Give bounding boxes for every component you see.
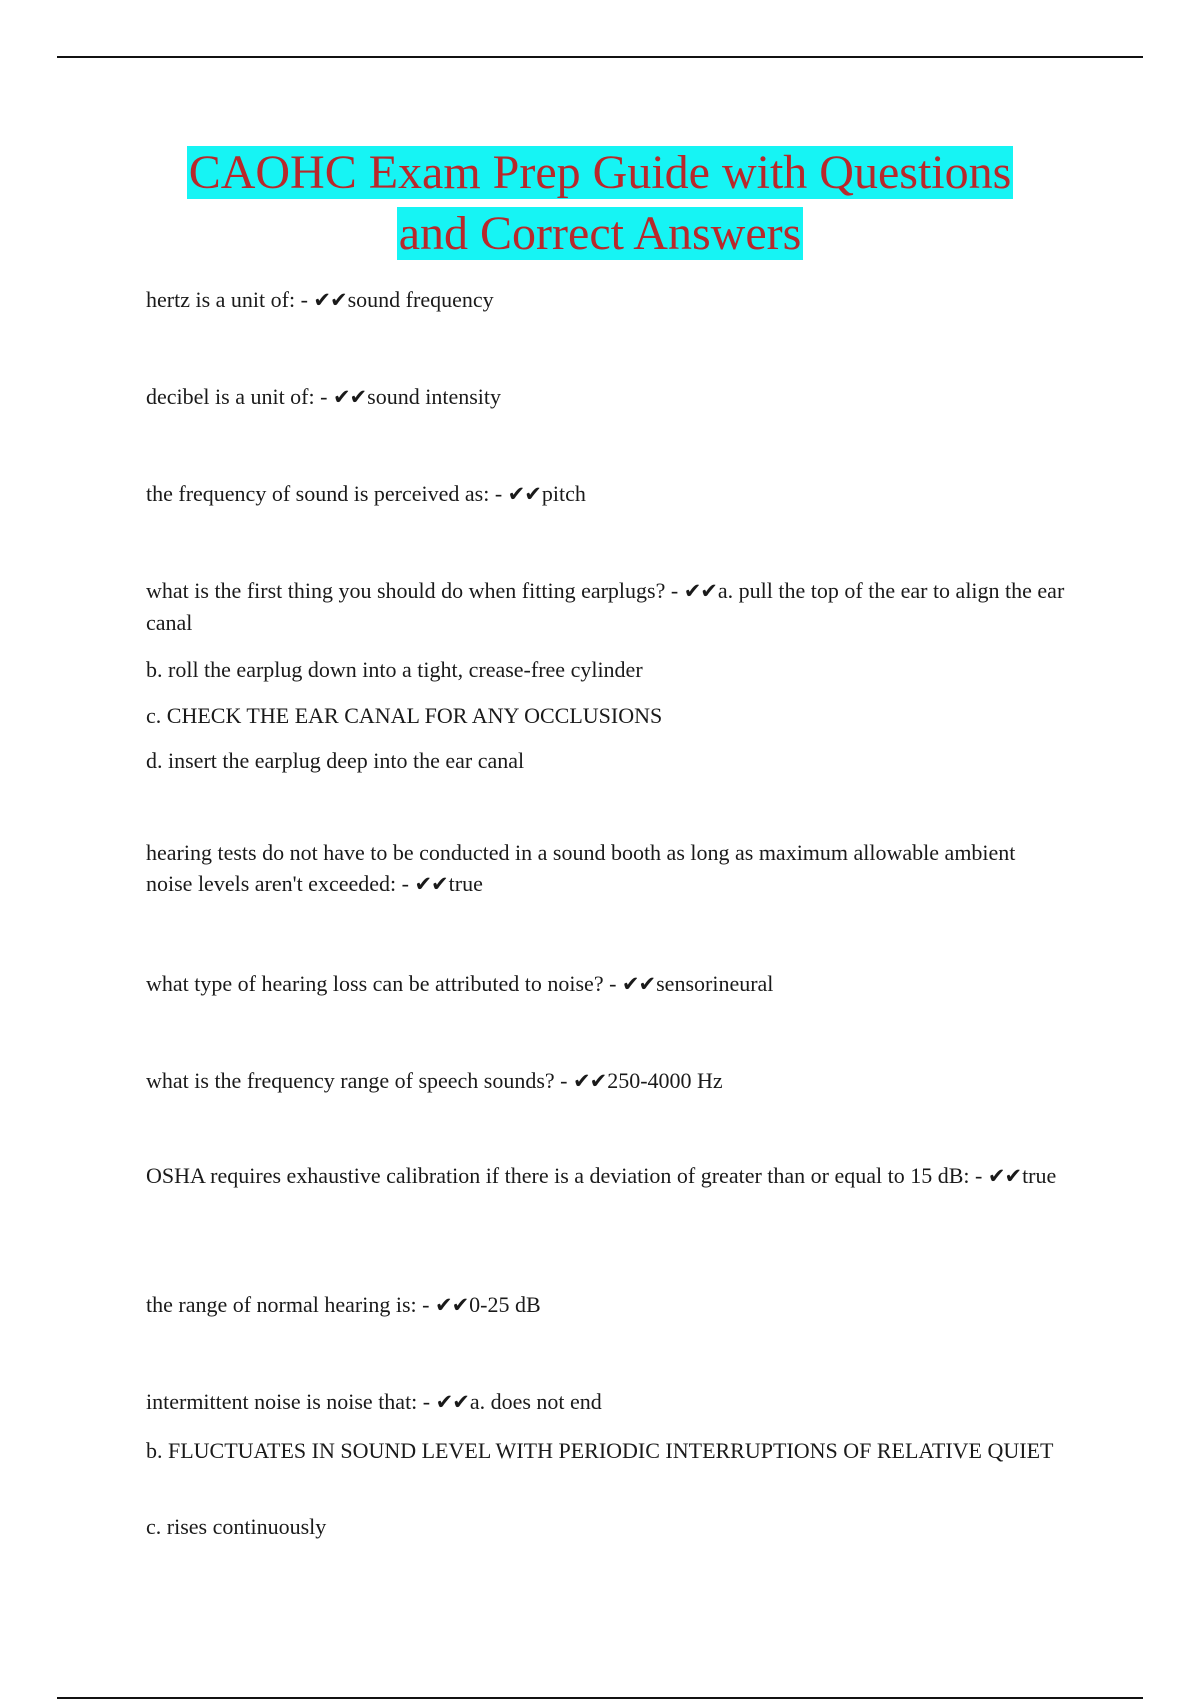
double-check-icon: ✔✔ — [987, 1164, 1022, 1188]
answer-text: true — [1022, 1163, 1057, 1188]
header-rule — [57, 56, 1143, 58]
answer-text: a. pull the top of the ear to align the ear canal — [146, 578, 1065, 635]
question-text: what type of hearing loss can be attributed to noise? - — [146, 971, 622, 996]
title-line-2: and Correct Answers — [398, 207, 802, 260]
question-text: the range of normal hearing is: - — [146, 1292, 435, 1317]
double-check-icon: ✔✔ — [683, 579, 717, 603]
question-text: what is the first thing you should do when fitting earplugs? - — [146, 578, 684, 603]
question-text: hertz is a unit of: - — [146, 287, 314, 312]
question-item — [146, 381, 1066, 413]
question-text: intermittent noise is noise that: - — [146, 1389, 436, 1414]
question-text: OSHA requires exhaustive calibration if there is a deviation of greater than or equal to 15 dB: - — [146, 1163, 988, 1188]
answer-text: sound intensity — [367, 384, 501, 409]
double-check-icon: ✔✔ — [434, 1293, 469, 1317]
question-item — [146, 1160, 1066, 1192]
answer-text: sound frequency — [347, 287, 494, 312]
question-text: hearing tests do not have to be conducted in a sound booth as long as maximum allowable ambient noise levels aren't exceeded: - — [146, 840, 1016, 896]
answer-text: 250-4000 Hz — [607, 1068, 723, 1093]
question-item — [146, 1386, 1066, 1418]
answer-text: pitch — [541, 481, 586, 506]
answer-option: b. roll the earplug down into a tight, crease-free cylinder — [146, 657, 643, 682]
answer-option: c. CHECK THE EAR CANAL FOR ANY OCCLUSIONS — [146, 703, 663, 728]
double-check-icon: ✔✔ — [507, 482, 541, 506]
answer-option: c. rises continuously — [146, 1514, 327, 1539]
answer-text: sensorineural — [656, 971, 774, 996]
double-check-icon: ✔✔ — [313, 288, 347, 312]
double-check-icon: ✔✔ — [414, 872, 448, 896]
title-line-1: CAOHC Exam Prep Guide with Questions — [188, 146, 1012, 199]
double-check-icon: ✔✔ — [332, 385, 367, 409]
document-title — [60, 142, 1140, 264]
answer-text: true — [448, 871, 483, 896]
question-text: decibel is a unit of: - — [146, 384, 333, 409]
double-check-icon: ✔✔ — [435, 1390, 469, 1414]
answer-option: d. insert the earplug deep into the ear canal — [146, 748, 525, 773]
question-item — [146, 1065, 1066, 1097]
question-text: the frequency of sound is perceived as: - — [146, 481, 508, 506]
question-text: what is the frequency range of speech sounds? - — [146, 1068, 574, 1093]
question-item — [146, 478, 1066, 510]
double-check-icon: ✔✔ — [573, 1069, 607, 1093]
footer-rule — [57, 1697, 1143, 1699]
question-item — [146, 837, 1066, 900]
question-item — [146, 1289, 1066, 1321]
answer-text: 0-25 dB — [469, 1292, 541, 1317]
question-item — [146, 284, 1066, 316]
answer-option: b. FLUCTUATES IN SOUND LEVEL WITH PERIODIC INTERRUPTIONS OF RELATIVE QUIET — [146, 1438, 1054, 1463]
double-check-icon: ✔✔ — [621, 972, 656, 996]
question-item — [146, 575, 1066, 638]
question-item — [146, 968, 1066, 1000]
answer-text: a. does not end — [469, 1389, 602, 1414]
